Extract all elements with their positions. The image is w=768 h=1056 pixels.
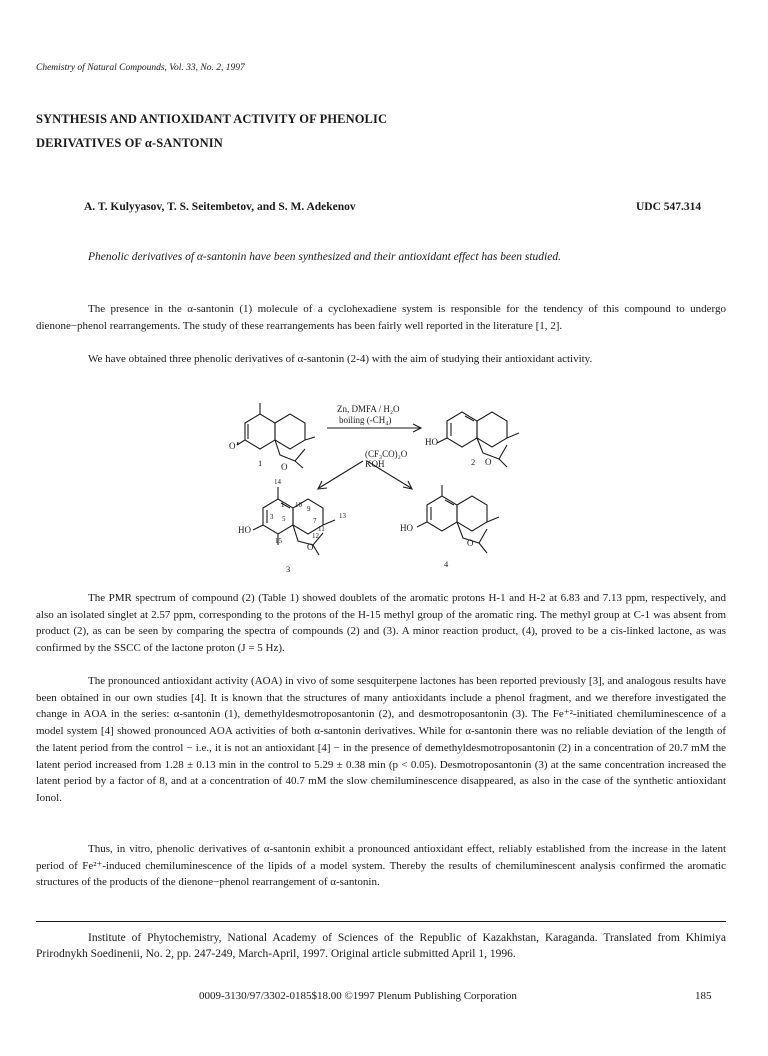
compound-4-ho: HO	[400, 523, 413, 533]
compound-3-structure	[253, 487, 335, 555]
reagent-top-1: Zn, DMFA / H₂O	[337, 404, 400, 414]
compound-3-lactone-o: O	[307, 542, 314, 552]
pmr-paragraph: The PMR spectrum of compound (2) (Table 1) showed doublets of the aromatic protons H-1 and H-2 at 6.83 and 7.13 ppm, respectively, and also an isolated singlet at 2.57 ppm, corresponding to the protons of the H-15 methyl group of the aromatic ring. The methyl group at C-1 was absent from product (2), as can be seen by comparing the spectra of compounds (2) and (3). A minor reaction product, (4), proved to be a cis-linked lactone, as was confirmed by the SSCC of the lactone proton (J = 5 Hz).	[36, 592, 726, 655]
atom-number-13: 13	[339, 512, 346, 520]
compound-label-2: 2	[471, 457, 476, 467]
authors: A. T. Kulyyasov, T. S. Seitembetov, and S. M. Adekenov	[84, 201, 356, 213]
compound-label-3: 3	[286, 564, 291, 574]
reagent-mid-1: (CF₃CO)₂O	[365, 449, 408, 459]
reagent-mid-2: KOH	[365, 459, 385, 469]
aoa-paragraph: The pronounced antioxidant activity (AOA) in vivo of some sesquiterpene lactones has been reported previously [3], and analogous results have been obtained in our own studies [4]. It is known that the structures of many antioxidants include a phenol fragment, and we therefore investigated the change in AOA in the series: α-santonin (1), demethyldesmotroposantonin (2), and desmotroposantonin (3). The Fe⁺²-initiated chemiluminescence of a model system [4] showed pronounced AOA activities of both α-santonin derivatives. While for α-santonin there was no reliable deviation of the length of the latent period from the control − i.e., it is not an antioxidant [4] − in the presence of demethyldesmotroposantonin (2) in a concentration of 20.7 mM the latent period increased from 1.28 ± 0.13 min in the control to 5.29 ± 0.38 min (p < 0.05). Desmotroposantonin (3) at the same concentration increased the latent period by a factor of 8, and at a concentration of 40.7 mM the slow chemiluminescence disappeared, as also in the case of the synthetic antioxidant Ionol.	[36, 675, 726, 804]
title-line-2: DERIVATIVES OF α-SANTONIN	[36, 136, 223, 150]
compound-3-ho: HO	[238, 525, 251, 535]
compound-4-structure	[417, 485, 499, 553]
atom-number-12: 12	[312, 532, 319, 540]
atom-number-15: 15	[275, 537, 282, 545]
atom-number-9: 9	[307, 505, 311, 513]
conclusion-paragraph: Thus, in vitro, phenolic derivatives of α-santonin exhibit a pronounced antioxidant effect, reliably established from the increase in the latent period of Fe²⁺-induced chemiluminescence of the lipids of a model system. Thereby the results of chemiluminescent analysis confirmed the aromatic structures of the products of the dienone−phenol rearrangement of α-santonin.	[36, 843, 726, 889]
page-number: 185	[695, 990, 712, 1002]
atom-number-11: 11	[318, 525, 325, 533]
compound-2-structure	[437, 412, 519, 467]
title-line-1: SYNTHESIS AND ANTIOXIDANT ACTIVITY OF PHENOLIC	[36, 112, 388, 126]
reaction-scheme	[215, 383, 555, 578]
compound-2-ho: HO	[425, 437, 438, 447]
atom-number-3: 3	[270, 513, 274, 521]
compound-label-4: 4	[444, 559, 449, 569]
arrow-1-to-3	[319, 461, 363, 488]
intro-paragraph-1: The presence in the α-santonin (1) molecule of a cyclohexadiene system is responsible for the tendency of this compound to undergo dienone−phenol rearrangements. The study of these rearrangements has been fairly well reported in the literature [1, 2].	[36, 303, 726, 332]
intro-paragraph-2: We have obtained three phenolic derivatives of α-santonin (2-4) with the aim of studying their antioxidant activity.	[88, 353, 593, 365]
footnote-rule	[36, 921, 726, 922]
compound-1-structure	[237, 403, 315, 468]
atom-number-7: 7	[313, 517, 317, 525]
compound-label-1: 1	[258, 458, 263, 468]
atom-number-5: 5	[282, 515, 286, 523]
atom-number-10: 10	[295, 501, 302, 509]
compound-2-lactone-o: O	[485, 457, 492, 467]
udc-code: UDC 547.314	[636, 201, 702, 213]
abstract: Phenolic derivatives of α-santonin have been synthesized and their antioxidant effect has been studied.	[88, 251, 561, 263]
article-title	[36, 110, 387, 152]
journal-header: Chemistry of Natural Compounds, Vol. 33, No. 2, 1997	[36, 63, 245, 73]
compound-4-lactone-o: O	[467, 538, 474, 548]
reagent-top-2: boiling (-CH₄)	[339, 415, 392, 425]
copyright-line: 0009-3130/97/3302-0185$18.00 ©1997 Plenum Publishing Corporation	[199, 990, 517, 1002]
footnote: Institute of Phytochemistry, National Academy of Sciences of the Republic of Kazakhstan, Karaganda. Translated from Khimiya Prirodnykh Soedinenii, No. 2, pp. 247-249, March-April, 1997. Original article submitted April 1, 1996.	[36, 932, 726, 960]
compound-1-oxo: O	[229, 441, 236, 451]
compound-1-lactone-o: O	[281, 462, 288, 472]
atom-number-14: 14	[274, 478, 281, 486]
atom-number-1: 1	[281, 501, 285, 509]
